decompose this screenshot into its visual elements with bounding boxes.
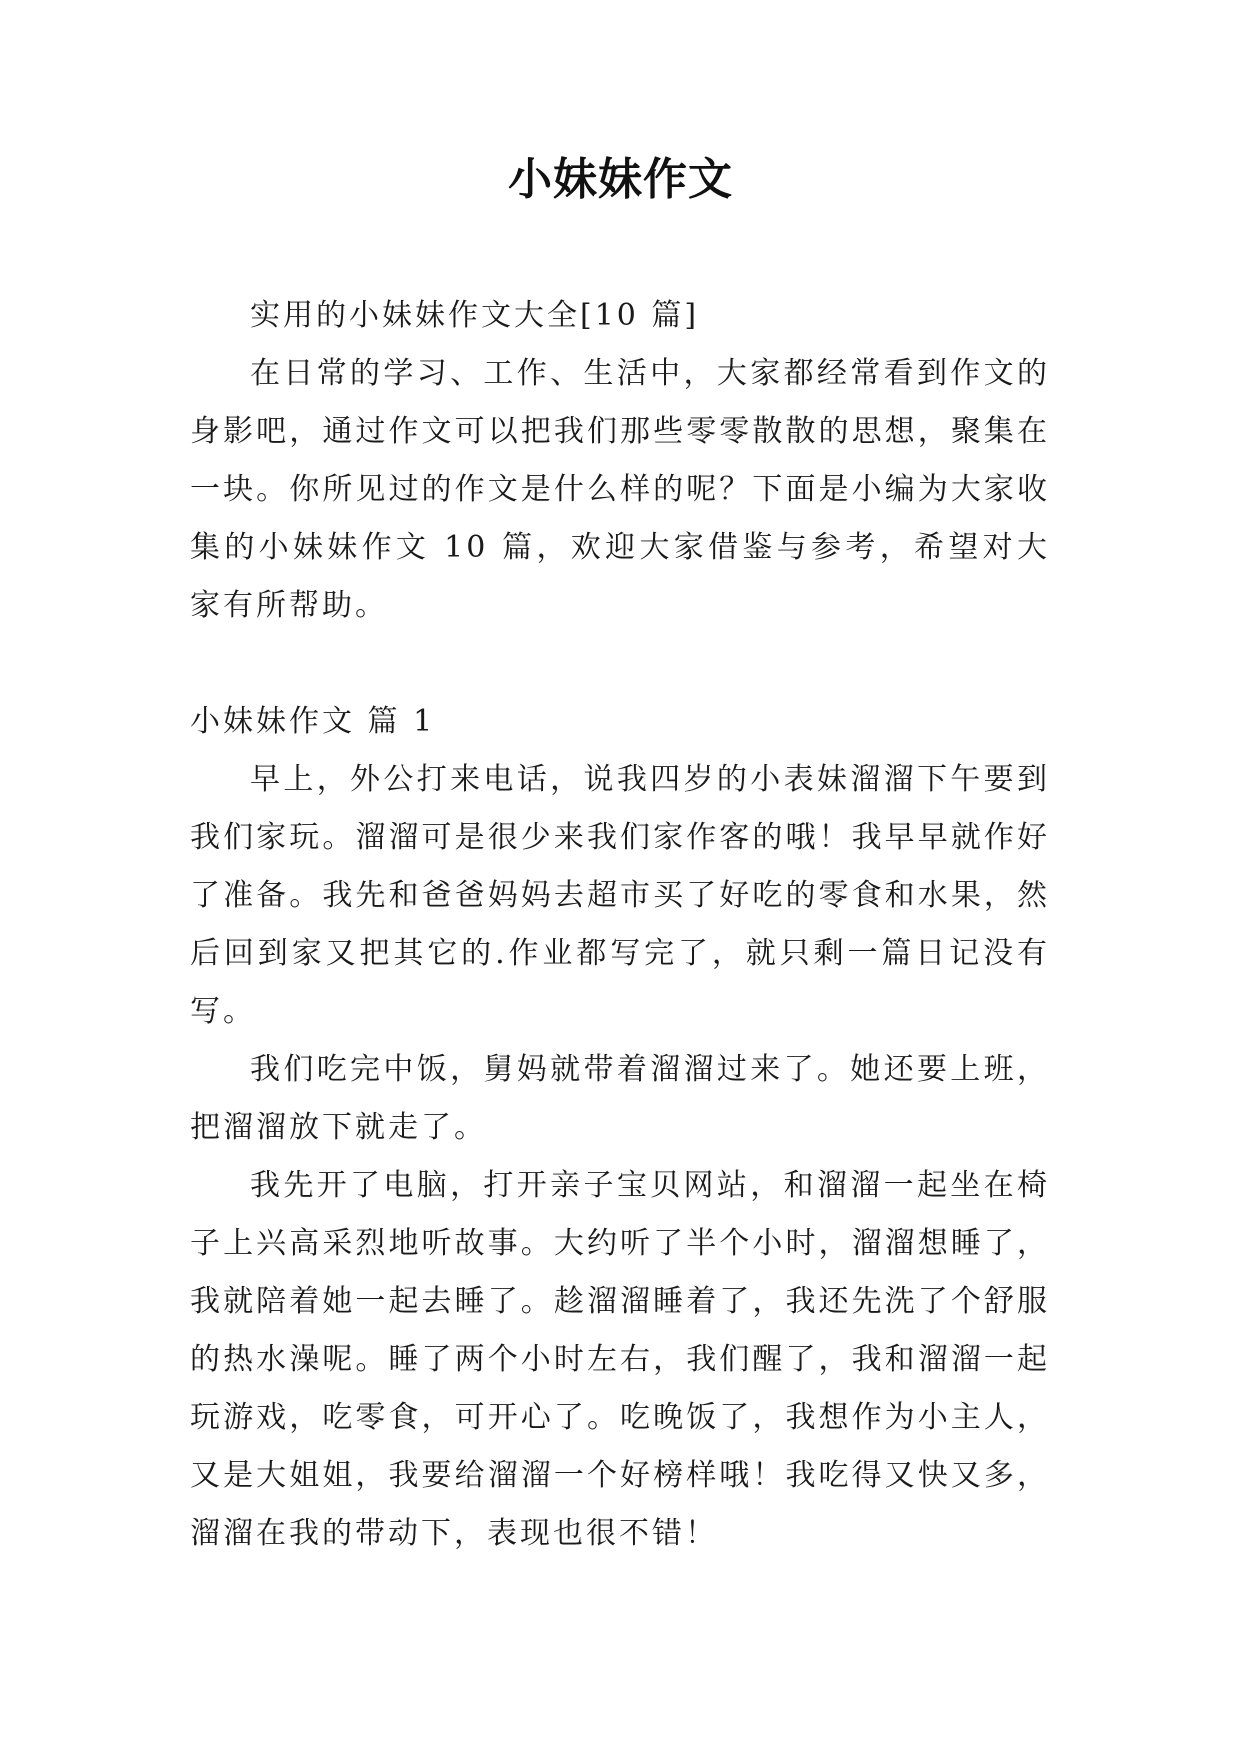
document-body: [190, 287, 1050, 1563]
intro-paragraph: 在日常的学习、工作、生活中，大家都经常看到作文的身影吧，通过作文可以把我们那些零零散散的思想，聚集在一块。你所见过的作文是什么样的呢？下面是小编为大家收集的小妹妹作文 10 篇，欢迎大家借鉴与参考，希望对大家有所帮助。: [190, 356, 1050, 623]
body-paragraph-3: 我先开了电脑，打开亲子宝贝网站，和溜溜一起坐在椅子上兴高采烈地听故事。大约听了半个小时，溜溜想睡了，我就陪着她一起去睡了。趁溜溜睡着了，我还先洗了个舒服的热水澡呢。睡了两个小时左右，我们醒了，我和溜溜一起玩游戏，吃零食，可开心了。吃晚饭了，我想作为小主人，又是大姐姐，我要给溜溜一个好榜样哦！我吃得又快又多，溜溜在我的带动下，表现也很不错！: [190, 1168, 1050, 1551]
document-subtitle: 实用的小妹妹作文大全[10 篇]: [250, 298, 700, 333]
body-paragraph-1: 早上，外公打来电话，说我四岁的小表妹溜溜下午要到我们家玩。溜溜可是很少来我们家作客的哦！我早早就作好了准备。我先和爸爸妈妈去超市买了好吃的零食和水果，然后回到家又把其它的.作业都写完了，就只剩一篇日记没有写。: [190, 762, 1050, 1029]
page-title: 小妹妹作文: [508, 154, 733, 205]
body-paragraph-2: 我们吃完中饭，舅妈就带着溜溜过来了。她还要上班，把溜溜放下就走了。: [190, 1052, 1050, 1145]
section-heading: 小妹妹作文 篇 1: [190, 704, 436, 739]
